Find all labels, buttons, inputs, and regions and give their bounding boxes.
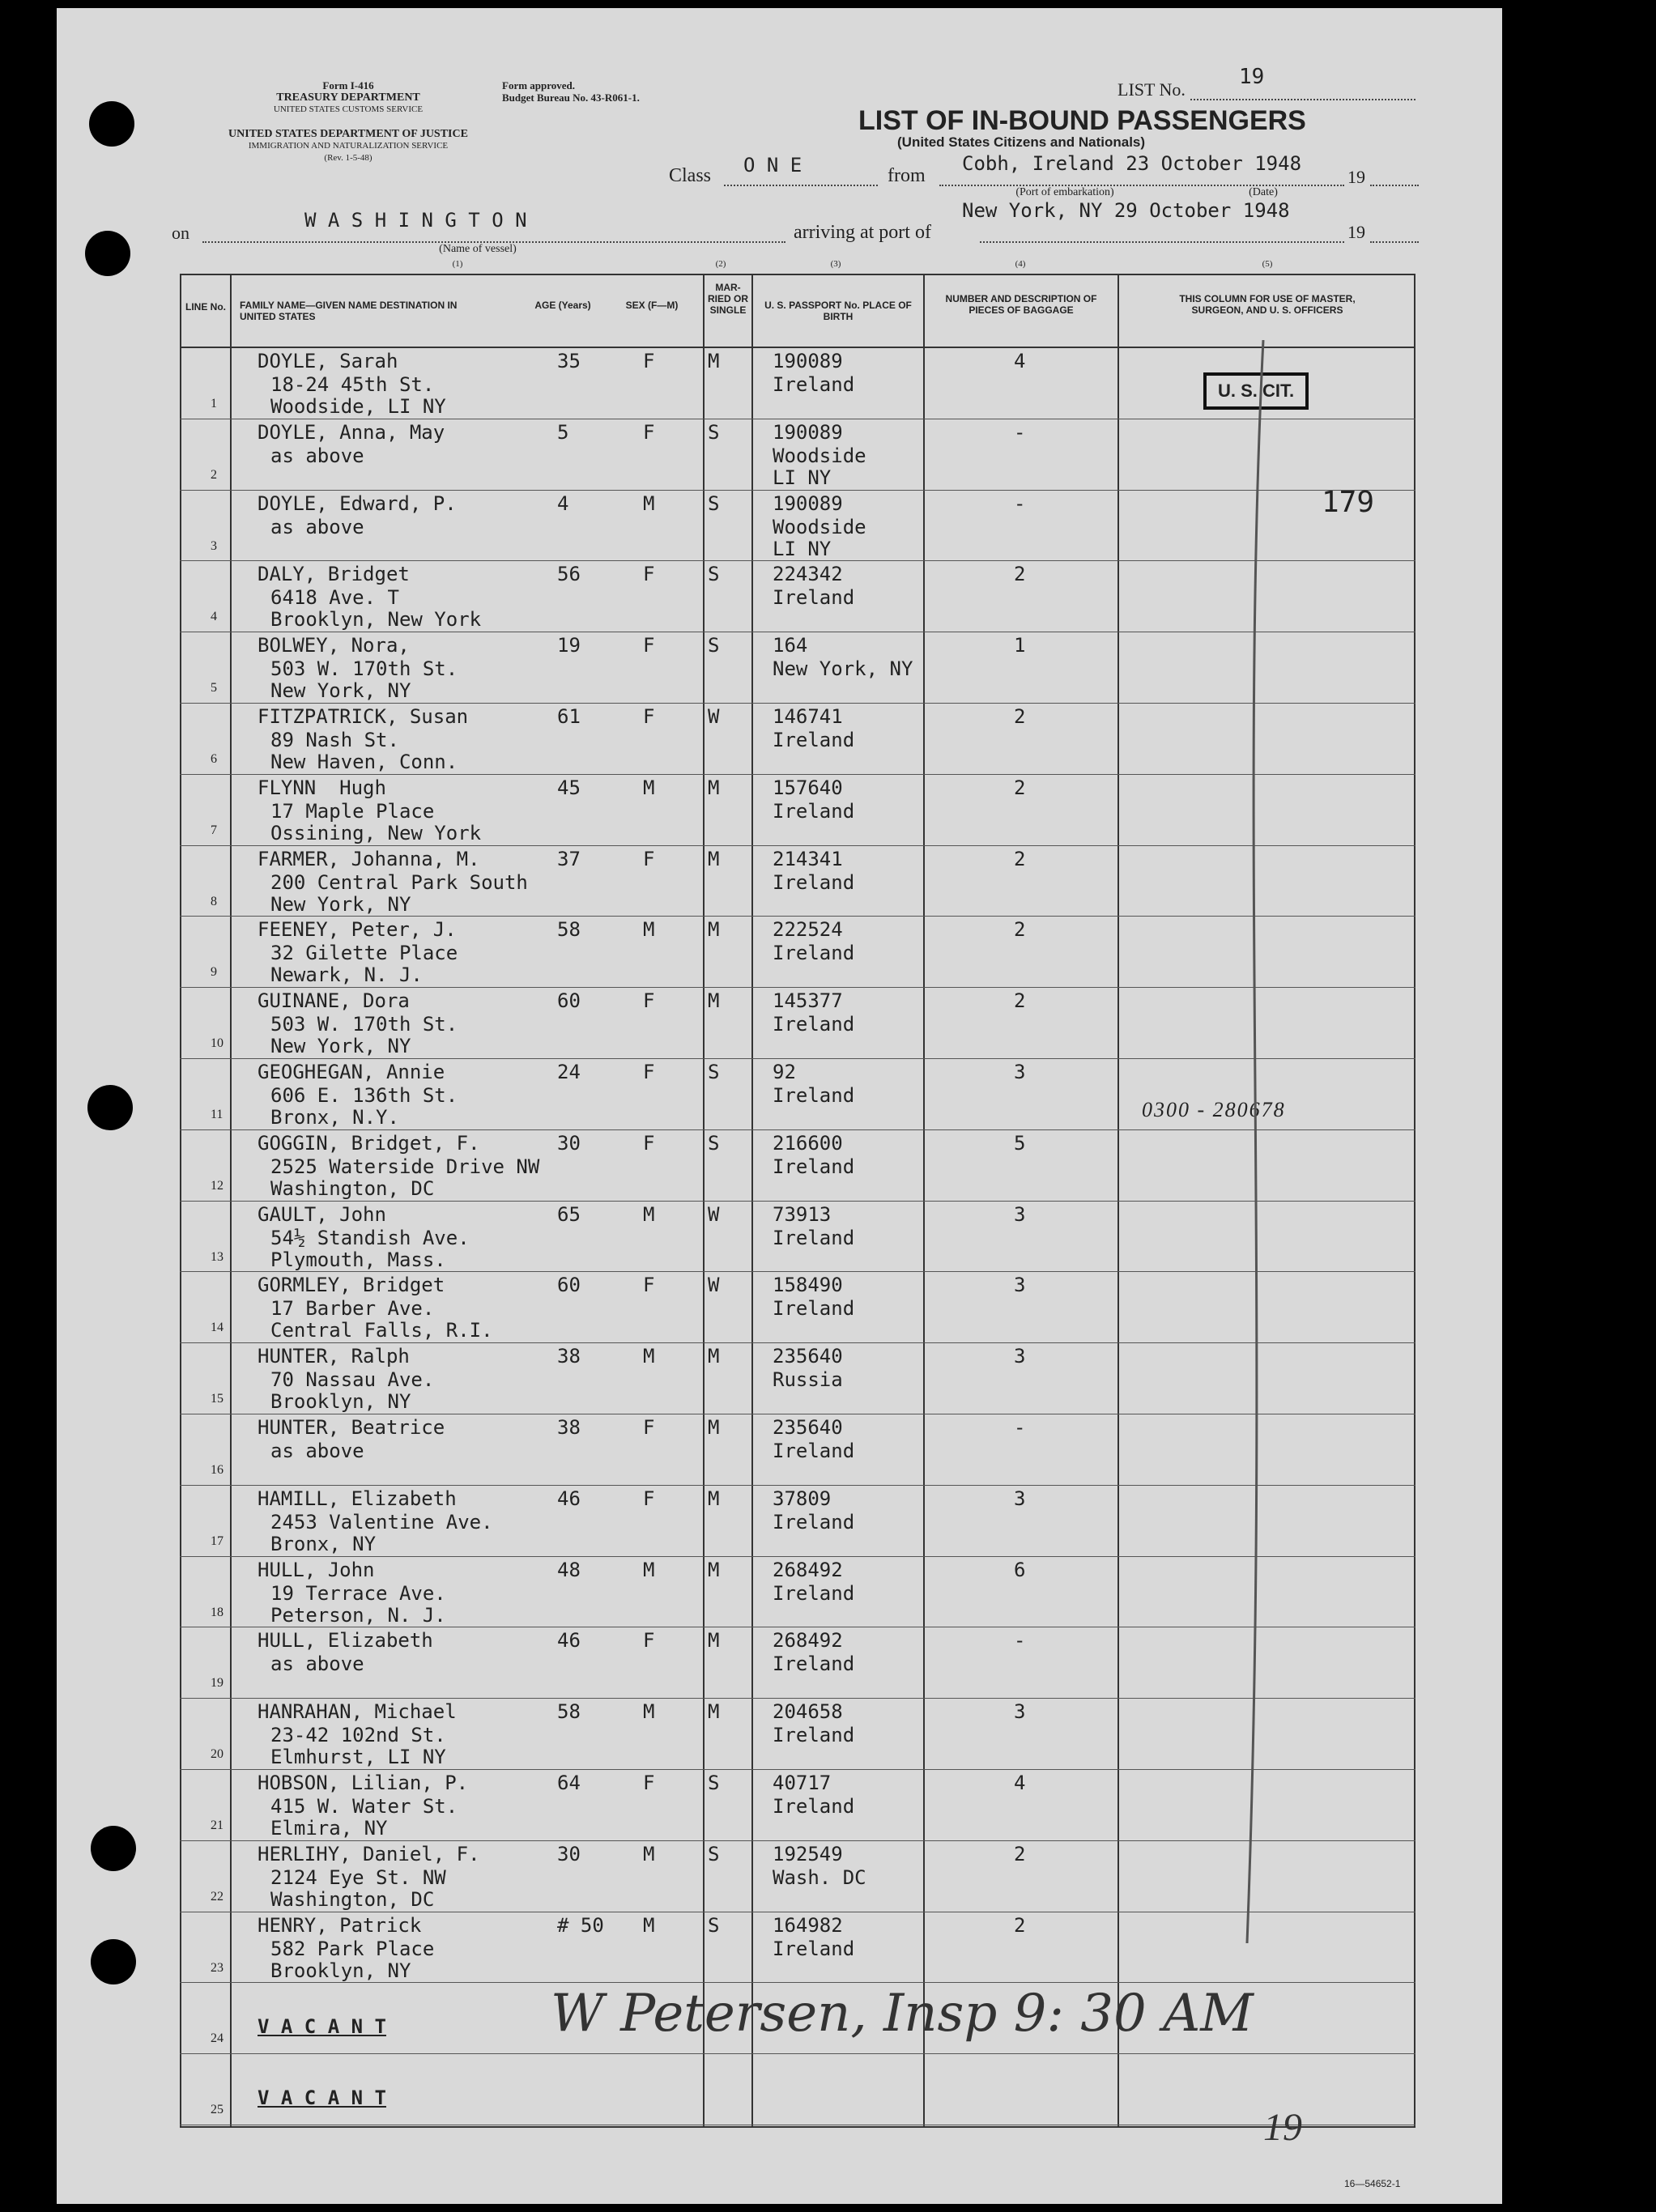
sex: F bbox=[643, 1629, 655, 1653]
address-line-1: 606 E. 136th St. bbox=[270, 1084, 458, 1107]
age: 37 bbox=[557, 847, 581, 870]
line-number: 20 bbox=[211, 1747, 223, 1762]
passenger-name: GUINANE, Dora bbox=[258, 989, 410, 1013]
passport-number: 145377 bbox=[773, 989, 843, 1013]
line-number: 13 bbox=[211, 1249, 223, 1264]
age: 61 bbox=[557, 705, 581, 728]
line-number: 14 bbox=[211, 1321, 223, 1335]
line-number: 9 bbox=[211, 965, 217, 980]
age: # 50 bbox=[557, 1913, 604, 1937]
year-suffix: 19 bbox=[1347, 167, 1365, 187]
line-number: 24 bbox=[211, 2031, 223, 2046]
passenger-name: HERLIHY, Daniel, F. bbox=[258, 1842, 480, 1865]
passport-number: 222524 bbox=[773, 918, 843, 942]
footer-code: 16—54652-1 bbox=[1344, 2178, 1401, 2189]
passport-number: 190089 bbox=[773, 350, 843, 372]
address-line-2: Elmira, NY bbox=[270, 1817, 388, 1840]
passenger-name: GEOGHEGAN, Annie bbox=[258, 1061, 445, 1083]
sex: F bbox=[643, 350, 655, 372]
header-baggage: NUMBER AND DESCRIPTION OF PIECES OF BAGGAGE bbox=[945, 293, 1097, 316]
marital-status: S bbox=[708, 1061, 720, 1083]
passport-number: 190089 bbox=[773, 491, 843, 515]
passport-number: 40717 bbox=[773, 1772, 832, 1794]
form-number: Form I-416 bbox=[322, 79, 374, 91]
passenger-name: V A C A N T bbox=[258, 2087, 386, 2110]
place-of-birth: Ireland bbox=[773, 1510, 855, 1534]
passenger-name: HUNTER, Ralph bbox=[258, 1345, 410, 1368]
annotation-19-bottom: 19 bbox=[1263, 2106, 1302, 2149]
sex: M bbox=[643, 1202, 655, 1226]
line-number: 1 bbox=[211, 397, 217, 410]
address-line-2: Washington, DC bbox=[270, 1887, 435, 1911]
passport-number: 73913 bbox=[773, 1202, 832, 1226]
passenger-name: HULL, Elizabeth bbox=[258, 1629, 433, 1653]
line-number: 6 bbox=[211, 752, 217, 766]
address-line-1: 582 Park Place bbox=[270, 1937, 435, 1960]
address-line-2: Bronx, N.Y. bbox=[270, 1106, 399, 1129]
line-number: 2 bbox=[211, 467, 217, 482]
sex: M bbox=[643, 1842, 655, 1865]
baggage-count: - bbox=[1014, 420, 1026, 444]
header-sex: SEX (F—M) bbox=[625, 300, 679, 311]
age: 38 bbox=[557, 1416, 581, 1439]
address-line-1: 54½ Standish Ave. bbox=[270, 1226, 470, 1249]
age: 19 bbox=[557, 634, 581, 657]
marital-status: S bbox=[708, 634, 720, 657]
marital-status: W bbox=[708, 1202, 720, 1226]
passport-number: 214341 bbox=[773, 847, 843, 870]
passport-number: 164 bbox=[773, 634, 808, 657]
place-of-birth: Ireland bbox=[773, 1013, 855, 1036]
sex: F bbox=[643, 989, 655, 1013]
line-number: 12 bbox=[211, 1178, 223, 1193]
address-line-1: 89 Nash St. bbox=[270, 729, 399, 751]
address-line-2: New Haven, Conn. bbox=[270, 751, 458, 773]
age: 46 bbox=[557, 1629, 581, 1653]
address-line-2: New York, NY bbox=[270, 679, 411, 703]
pencil-mark bbox=[1215, 340, 1296, 1959]
header-age: AGE (Years) bbox=[534, 300, 591, 311]
address-line-1: 2453 Valentine Ave. bbox=[270, 1510, 493, 1534]
place-of-birth: Ireland bbox=[773, 1581, 855, 1605]
address-line-2: Ossining, New York bbox=[270, 821, 482, 844]
baggage-count: 3 bbox=[1014, 1061, 1026, 1083]
place-of-birth: Ireland bbox=[773, 870, 855, 894]
passport-number: 268492 bbox=[773, 1558, 843, 1581]
address-line-1: 70 Nassau Ave. bbox=[270, 1368, 435, 1392]
address-line-2: Washington, DC bbox=[270, 1176, 435, 1200]
age: 56 bbox=[557, 563, 581, 586]
address-line-1: 6418 Ave. T bbox=[270, 586, 399, 610]
age: 45 bbox=[557, 776, 581, 799]
marital-status: M bbox=[708, 989, 720, 1013]
date-label: (Date) bbox=[1249, 186, 1278, 198]
age: 60 bbox=[557, 1274, 581, 1297]
address-line-1: 200 Central Park South bbox=[270, 870, 528, 894]
year-suffix-2: 19 bbox=[1347, 222, 1365, 242]
ins-title: IMMIGRATION AND NATURALIZATION SERVICE bbox=[248, 141, 449, 151]
baggage-count: 5 bbox=[1014, 1131, 1026, 1155]
address-line-1: 19 Terrace Ave. bbox=[270, 1581, 446, 1605]
place-of-birth: Wash. DC bbox=[773, 1865, 866, 1889]
address-line-1: as above bbox=[270, 444, 364, 467]
sex: F bbox=[643, 847, 655, 870]
address-line-2: Brooklyn, NY bbox=[270, 1959, 411, 1982]
place-of-birth: Woodside bbox=[773, 444, 866, 467]
form-subtitle: (United States Citizens and Nationals) bbox=[897, 134, 1146, 150]
place-of-birth: Ireland bbox=[773, 1795, 855, 1818]
sex: M bbox=[643, 1700, 655, 1724]
col-num-3: (3) bbox=[830, 259, 841, 269]
passenger-name: GAULT, John bbox=[258, 1202, 386, 1226]
baggage-count: 2 bbox=[1014, 563, 1026, 586]
sex: F bbox=[643, 634, 655, 657]
punch-hole bbox=[91, 1826, 136, 1871]
baggage-count: 3 bbox=[1014, 1274, 1026, 1297]
address-line-1: 17 Maple Place bbox=[270, 799, 435, 823]
line-number: 4 bbox=[211, 610, 217, 624]
address-line-2: Woodside, LI NY bbox=[270, 395, 446, 418]
passenger-name: HAMILL, Elizabeth bbox=[258, 1487, 457, 1510]
line-number: 19 bbox=[211, 1676, 223, 1691]
passport-number: 268492 bbox=[773, 1629, 843, 1653]
punch-hole bbox=[87, 1085, 133, 1130]
line-number: 23 bbox=[211, 1960, 223, 1975]
list-no-label: LIST No. bbox=[1117, 79, 1186, 100]
passport-number: 224342 bbox=[773, 563, 843, 586]
from-value: Cobh, Ireland 23 October 1948 bbox=[962, 152, 1302, 175]
age: 64 bbox=[557, 1772, 581, 1794]
baggage-count: - bbox=[1014, 1629, 1026, 1653]
sex: M bbox=[643, 1345, 655, 1368]
place-of-birth: Ireland bbox=[773, 1084, 855, 1107]
address-line-1: 503 W. 170th St. bbox=[270, 657, 458, 681]
address-line-2: Brooklyn, New York bbox=[270, 608, 482, 632]
address-line-1: 503 W. 170th St. bbox=[270, 1013, 458, 1036]
list-no-line bbox=[1190, 99, 1415, 100]
annotation-ref-code: 0300 - 280678 bbox=[1142, 1098, 1286, 1121]
passenger-name: DOYLE, Edward, P. bbox=[258, 491, 457, 515]
line-number: 3 bbox=[211, 538, 217, 553]
sex: M bbox=[643, 918, 655, 942]
address-line-2: Bronx, NY bbox=[270, 1532, 377, 1555]
table-bottom bbox=[180, 2126, 1415, 2128]
passport-number: 190089 bbox=[773, 420, 843, 444]
address-line-2: Plymouth, Mass. bbox=[270, 1248, 446, 1271]
address-line-2: Elmhurst, LI NY bbox=[270, 1746, 446, 1769]
passport-number: 158490 bbox=[773, 1274, 843, 1297]
address-line-1: 18-24 45th St. bbox=[270, 373, 435, 396]
passenger-name: GOGGIN, Bridget, F. bbox=[258, 1131, 480, 1155]
sex: M bbox=[643, 1558, 655, 1581]
passenger-name: HENRY, Patrick bbox=[258, 1913, 422, 1937]
passport-number: 216600 bbox=[773, 1131, 843, 1155]
punch-hole bbox=[85, 231, 130, 276]
baggage-count: 2 bbox=[1014, 1842, 1026, 1865]
passport-number: 204658 bbox=[773, 1700, 843, 1724]
passenger-name: FITZPATRICK, Susan bbox=[258, 705, 469, 728]
passport-number: 192549 bbox=[773, 1842, 843, 1865]
marital-status: S bbox=[708, 491, 720, 515]
marital-status: W bbox=[708, 705, 720, 728]
class-label: Class bbox=[669, 165, 712, 186]
place-of-birth: New York, NY bbox=[773, 657, 913, 681]
sex: F bbox=[643, 1274, 655, 1297]
address-line-2: New York, NY bbox=[270, 892, 411, 916]
table-row bbox=[180, 2054, 1415, 2125]
annotation-179: 179 bbox=[1322, 486, 1375, 519]
age: 60 bbox=[557, 989, 581, 1013]
baggage-count: 3 bbox=[1014, 1202, 1026, 1226]
baggage-count: 2 bbox=[1014, 705, 1026, 728]
address-line-1: as above bbox=[270, 515, 364, 538]
place-of-birth: Ireland bbox=[773, 586, 855, 610]
arrival-value: New York, NY 29 October 1948 bbox=[962, 199, 1290, 222]
place-of-birth: Ireland bbox=[773, 1155, 855, 1178]
baggage-count: - bbox=[1014, 491, 1026, 515]
address-line-2: Peterson, N. J. bbox=[270, 1603, 446, 1627]
age: 65 bbox=[557, 1202, 581, 1226]
passport-number: 37809 bbox=[773, 1487, 832, 1510]
line-number: 15 bbox=[211, 1392, 223, 1406]
sex: F bbox=[643, 1772, 655, 1794]
treasury-dept: TREASURY DEPARTMENT bbox=[276, 91, 420, 104]
col-num-1: (1) bbox=[452, 259, 463, 269]
age: 48 bbox=[557, 1558, 581, 1581]
passenger-name: FLYNN Hugh bbox=[258, 776, 386, 799]
age: 30 bbox=[557, 1842, 581, 1865]
col-num-5: (5) bbox=[1262, 259, 1273, 269]
age: 4 bbox=[557, 491, 569, 515]
col-num-2: (2) bbox=[715, 259, 726, 269]
line-number: 10 bbox=[211, 1036, 223, 1051]
age: 58 bbox=[557, 918, 581, 942]
form-title: LIST OF IN-BOUND PASSENGERS bbox=[858, 105, 1306, 136]
passenger-name: FEENEY, Peter, J. bbox=[258, 918, 457, 942]
baggage-count: 2 bbox=[1014, 989, 1026, 1013]
line-number: 8 bbox=[211, 894, 217, 908]
address-line-1: 415 W. Water St. bbox=[270, 1795, 458, 1818]
marital-status: M bbox=[708, 847, 720, 870]
year-line bbox=[1370, 185, 1419, 186]
passenger-name: FARMER, Johanna, M. bbox=[258, 847, 480, 870]
class-line bbox=[724, 185, 878, 186]
arriving-label: arriving at port of bbox=[794, 222, 931, 243]
address-line-1: as above bbox=[270, 1440, 364, 1462]
marital-status: M bbox=[708, 918, 720, 942]
place-of-birth: Ireland bbox=[773, 1937, 855, 1960]
passenger-name: DOYLE, Sarah bbox=[258, 350, 398, 372]
age: 35 bbox=[557, 350, 581, 372]
passenger-name: HUNTER, Beatrice bbox=[258, 1416, 445, 1439]
line-number: 18 bbox=[211, 1605, 223, 1619]
baggage-count: - bbox=[1014, 1416, 1026, 1439]
header-name: FAMILY NAME—GIVEN NAME DESTINATION IN UNITED STATES bbox=[240, 300, 458, 322]
age: 30 bbox=[557, 1131, 581, 1155]
marital-status: M bbox=[708, 1345, 720, 1368]
age: 58 bbox=[557, 1700, 581, 1724]
address-line-1: 2525 Waterside Drive NW bbox=[270, 1155, 540, 1178]
line-number: 11 bbox=[211, 1108, 223, 1121]
passenger-name: HOBSON, Lilian, P. bbox=[258, 1772, 469, 1794]
sex: F bbox=[643, 1061, 655, 1083]
sex: F bbox=[643, 563, 655, 586]
place-of-birth-2: LI NY bbox=[773, 537, 832, 560]
place-of-birth: Ireland bbox=[773, 1440, 855, 1462]
baggage-count: 3 bbox=[1014, 1700, 1026, 1724]
line-number: 7 bbox=[211, 823, 217, 837]
arrival-line bbox=[980, 241, 1344, 243]
line-number: 22 bbox=[211, 1889, 223, 1904]
line-number: 25 bbox=[211, 2103, 223, 2117]
sex: F bbox=[643, 420, 655, 444]
address-line-1: 2124 Eye St. NW bbox=[270, 1865, 446, 1889]
place-of-birth: Ireland bbox=[773, 1226, 855, 1249]
baggage-count: 4 bbox=[1014, 350, 1026, 372]
revision: (Rev. 1-5-48) bbox=[324, 153, 372, 163]
baggage-count: 2 bbox=[1014, 847, 1026, 870]
place-of-birth: Ireland bbox=[773, 1297, 855, 1321]
port-embark-label: (Port of embarkation) bbox=[1015, 186, 1114, 198]
marital-status: M bbox=[708, 1416, 720, 1439]
passenger-name: DALY, Bridget bbox=[258, 563, 410, 586]
sex: F bbox=[643, 1416, 655, 1439]
passenger-name: GORMLEY, Bridget bbox=[258, 1274, 445, 1297]
address-line-2: New York, NY bbox=[270, 1035, 411, 1058]
marital-status: M bbox=[708, 1629, 720, 1653]
passport-number: 235640 bbox=[773, 1345, 843, 1368]
passenger-name: BOLWEY, Nora, bbox=[258, 634, 410, 657]
header-officers: THIS COLUMN FOR USE OF MASTER, SURGEON, AND U. S. OFFICERS bbox=[1179, 293, 1356, 316]
baggage-count: 3 bbox=[1014, 1345, 1026, 1368]
place-of-birth: Ireland bbox=[773, 1724, 855, 1747]
inspector-signature: W Petersen, Insp 9: 30 AM bbox=[551, 1984, 1254, 2044]
baggage-count: 2 bbox=[1014, 776, 1026, 799]
on-label: on bbox=[172, 223, 189, 243]
place-of-birth: Ireland bbox=[773, 373, 855, 396]
header-line-no: LINE No. bbox=[185, 301, 226, 313]
passport-number: 157640 bbox=[773, 776, 843, 799]
place-of-birth: Woodside bbox=[773, 515, 866, 538]
baggage-count: 1 bbox=[1014, 634, 1026, 657]
marital-status: S bbox=[708, 563, 720, 586]
table-top bbox=[180, 274, 1415, 275]
marital-status: M bbox=[708, 1487, 720, 1510]
address-line-2: Central Falls, R.I. bbox=[270, 1319, 493, 1342]
marital-status: S bbox=[708, 1131, 720, 1155]
baggage-count: 3 bbox=[1014, 1487, 1026, 1510]
vessel-name: W A S H I N G T O N bbox=[304, 209, 527, 232]
sex: F bbox=[643, 1487, 655, 1510]
sex: M bbox=[643, 1913, 655, 1937]
place-of-birth: Russia bbox=[773, 1368, 843, 1392]
age: 5 bbox=[557, 420, 569, 444]
form-approved: Form approved. bbox=[502, 79, 576, 91]
marital-status: M bbox=[708, 776, 720, 799]
doj-title: UNITED STATES DEPARTMENT OF JUSTICE bbox=[228, 128, 468, 140]
place-of-birth-2: LI NY bbox=[773, 466, 832, 489]
sex: M bbox=[643, 776, 655, 799]
line-number: 21 bbox=[211, 1819, 223, 1832]
line-number: 17 bbox=[211, 1534, 223, 1548]
marital-status: S bbox=[708, 1772, 720, 1794]
address-line-2: Newark, N. J. bbox=[270, 963, 423, 987]
place-of-birth: Ireland bbox=[773, 799, 855, 823]
header-married: MAR-RIED OR SINGLE bbox=[707, 282, 748, 316]
baggage-count: 6 bbox=[1014, 1558, 1026, 1581]
address-line-1: 23-42 102nd St. bbox=[270, 1724, 446, 1747]
passenger-name: V A C A N T bbox=[258, 2015, 386, 2039]
address-line-1: 17 Barber Ave. bbox=[270, 1297, 435, 1321]
line-number: 5 bbox=[211, 681, 217, 696]
budget-bureau: Budget Bureau No. 43-R061-1. bbox=[502, 91, 640, 104]
place-of-birth: Ireland bbox=[773, 942, 855, 965]
list-no-value: 19 bbox=[1239, 65, 1265, 89]
baggage-count: 2 bbox=[1014, 1913, 1026, 1937]
marital-status: M bbox=[708, 350, 720, 372]
punch-hole bbox=[91, 1939, 136, 1984]
marital-status: M bbox=[708, 1700, 720, 1724]
baggage-count: 2 bbox=[1014, 918, 1026, 942]
passenger-name: HANRAHAN, Michael bbox=[258, 1700, 457, 1724]
year-line-2 bbox=[1370, 241, 1419, 243]
passenger-name: DOYLE, Anna, May bbox=[258, 420, 445, 444]
from-line bbox=[939, 185, 1344, 186]
passport-number: 92 bbox=[773, 1061, 796, 1083]
customs-service: UNITED STATES CUSTOMS SERVICE bbox=[273, 104, 424, 114]
col-num-4: (4) bbox=[1015, 259, 1026, 269]
punch-hole bbox=[89, 101, 134, 147]
baggage-count: 4 bbox=[1014, 1772, 1026, 1794]
class-value: O N E bbox=[743, 154, 802, 177]
passport-number: 235640 bbox=[773, 1416, 843, 1439]
age: 46 bbox=[557, 1487, 581, 1510]
header-passport: U. S. PASSPORT No. PLACE OF BIRTH bbox=[764, 300, 912, 322]
line-number: 16 bbox=[211, 1463, 223, 1477]
age: 24 bbox=[557, 1061, 581, 1083]
passport-number: 146741 bbox=[773, 705, 843, 728]
sex: M bbox=[643, 491, 655, 515]
sex: F bbox=[643, 1131, 655, 1155]
age: 38 bbox=[557, 1345, 581, 1368]
marital-status: M bbox=[708, 1558, 720, 1581]
us-citizen-stamp: U. S. CIT. bbox=[1203, 372, 1309, 410]
marital-status: S bbox=[708, 420, 720, 444]
sex: F bbox=[643, 705, 655, 728]
from-label: from bbox=[888, 165, 926, 186]
marital-status: S bbox=[708, 1913, 720, 1937]
marital-status: W bbox=[708, 1274, 720, 1297]
vessel-label: (Name of vessel) bbox=[439, 243, 517, 255]
address-line-1: 32 Gilette Place bbox=[270, 942, 458, 965]
passport-number: 164982 bbox=[773, 1913, 843, 1937]
address-line-1: as above bbox=[270, 1653, 364, 1676]
address-line-2: Brooklyn, NY bbox=[270, 1390, 411, 1414]
passenger-name: HULL, John bbox=[258, 1558, 375, 1581]
marital-status: S bbox=[708, 1842, 720, 1865]
place-of-birth: Ireland bbox=[773, 729, 855, 751]
place-of-birth: Ireland bbox=[773, 1653, 855, 1676]
